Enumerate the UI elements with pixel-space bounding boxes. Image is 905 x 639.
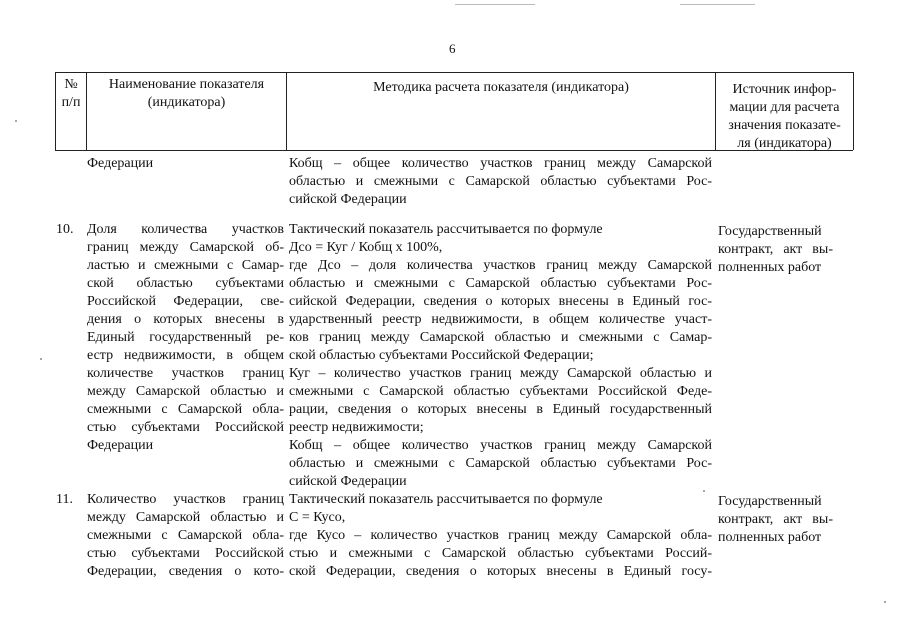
indicator-name-line: смежными с Самарской обла- bbox=[87, 528, 284, 543]
method-line: рации, сведения о которых внесены в Единый государственный bbox=[289, 402, 712, 417]
table-header-divider bbox=[853, 72, 854, 150]
scan-speck bbox=[15, 120, 17, 122]
row-number: 10. bbox=[56, 222, 74, 237]
continuation-method-line: Кобщ – общее количество участков границ между Самарской bbox=[289, 156, 712, 171]
indicator-name-line: Российской Федерации, све- bbox=[87, 294, 284, 309]
method-line: ударственный реестр недвижимости, в общем количестве участ- bbox=[289, 312, 712, 327]
indicator-name-line: естр недвижимости, в общем bbox=[87, 348, 284, 363]
header-col-number bbox=[56, 76, 86, 112]
header-line: (индикатора) bbox=[147, 95, 226, 110]
header-line: Методика расчета показателя (индикатора) bbox=[373, 80, 629, 95]
method-line: Куг – количество участков границ между Самарской областью и bbox=[289, 366, 712, 381]
continuation-name-line: Федерации bbox=[87, 156, 154, 171]
header-col-name bbox=[87, 76, 286, 112]
indicator-name-line: ластью и смежными с Самар- bbox=[87, 258, 284, 273]
header-line: ля (индикатора) bbox=[737, 136, 832, 151]
scan-mark bbox=[680, 4, 755, 5]
method-line: областью и смежными с Самарской областью субъектами Рос- bbox=[289, 456, 712, 471]
indicator-name-line: стью субъектами Российской bbox=[87, 546, 284, 561]
method-line: реестр недвижимости; bbox=[289, 420, 424, 435]
method-line: стью и смежными с Самарской областью субъектами Россий- bbox=[289, 546, 712, 561]
indicator-name-line: Федерации, сведения о кото- bbox=[87, 564, 284, 579]
source-line: полненных работ bbox=[718, 530, 822, 545]
indicator-name-line: Единый государственный ре- bbox=[87, 330, 284, 345]
indicator-name-line: Количество участков границ bbox=[87, 492, 284, 507]
table-header-top-border bbox=[55, 72, 853, 73]
indicator-name-line: дения о которых внесены в bbox=[87, 312, 284, 327]
continuation-method-line: областью и смежными с Самарской областью субъектами Рос- bbox=[289, 174, 712, 189]
scan-speck bbox=[40, 358, 42, 360]
method-line: ской областью субъектами Российской Федерации; bbox=[289, 348, 594, 363]
source-line: полненных работ bbox=[718, 260, 822, 275]
source-line: Государственный bbox=[718, 224, 822, 239]
indicator-name-line: ской областью субъектами bbox=[87, 276, 284, 291]
header-line: Наименование показателя bbox=[108, 77, 265, 92]
indicator-name-line: между Самарской областью и bbox=[87, 510, 284, 525]
header-line: Источник инфор- bbox=[732, 82, 837, 97]
header-col-method bbox=[287, 79, 715, 97]
method-line: Тактический показатель рассчитывается по формуле bbox=[289, 222, 603, 237]
method-line: Кобщ – общее количество участков границ между Самарской bbox=[289, 438, 712, 453]
header-line: значения показате- bbox=[728, 118, 841, 133]
method-line: ков границ между Самарской областью и смежными с Самар- bbox=[289, 330, 712, 345]
source-line: контракт, акт вы- bbox=[718, 512, 833, 527]
method-line: сийской Федерации bbox=[289, 474, 407, 489]
method-line: сийской Федерации, сведения о которых внесены в Единый гос- bbox=[289, 294, 712, 309]
indicator-name-line: количестве участков границ bbox=[87, 366, 284, 381]
indicator-name-line: Доля количества участков bbox=[87, 222, 284, 237]
indicator-name-line: стью субъектами Российской bbox=[87, 420, 284, 435]
method-line: где Дсо – доля количества участков границ между Самарской bbox=[289, 258, 712, 273]
indicator-name-line: Федерации bbox=[87, 438, 154, 453]
continuation-method-line: сийской Федерации bbox=[289, 192, 407, 207]
method-line: где Кусо – количество участков границ между Самарской обла- bbox=[289, 528, 712, 543]
indicator-name-line: между Самарской областью и bbox=[87, 384, 284, 399]
header-col-source bbox=[716, 81, 853, 153]
method-line: С = Кусо, bbox=[289, 510, 346, 525]
method-line: ской Федерации, сведения о которых внесены в Единый госу- bbox=[289, 564, 712, 579]
page-number: 6 bbox=[449, 41, 456, 56]
indicator-name-line: смежными с Самарской обла- bbox=[87, 402, 284, 417]
indicator-name-line: границ между Самарской об- bbox=[87, 240, 284, 255]
method-line: областью и смежными с Самарской областью субъектами Рос- bbox=[289, 276, 712, 291]
method-line: смежными с Самарской областью субъектами Российской Феде- bbox=[289, 384, 712, 399]
header-line: мации для расчета bbox=[729, 100, 840, 115]
method-line: Тактический показатель рассчитывается по формуле bbox=[289, 492, 603, 507]
source-line: контракт, акт вы- bbox=[718, 242, 833, 257]
source-line: Государственный bbox=[718, 494, 822, 509]
row-number: 11. bbox=[56, 492, 73, 507]
scan-speck bbox=[884, 601, 886, 603]
header-line: № bbox=[64, 77, 78, 92]
scan-mark bbox=[455, 4, 535, 5]
header-line: п/п bbox=[61, 95, 81, 110]
scan-speck bbox=[703, 490, 705, 492]
method-line: Дсо = Куг / Кобщ x 100%, bbox=[289, 240, 443, 255]
